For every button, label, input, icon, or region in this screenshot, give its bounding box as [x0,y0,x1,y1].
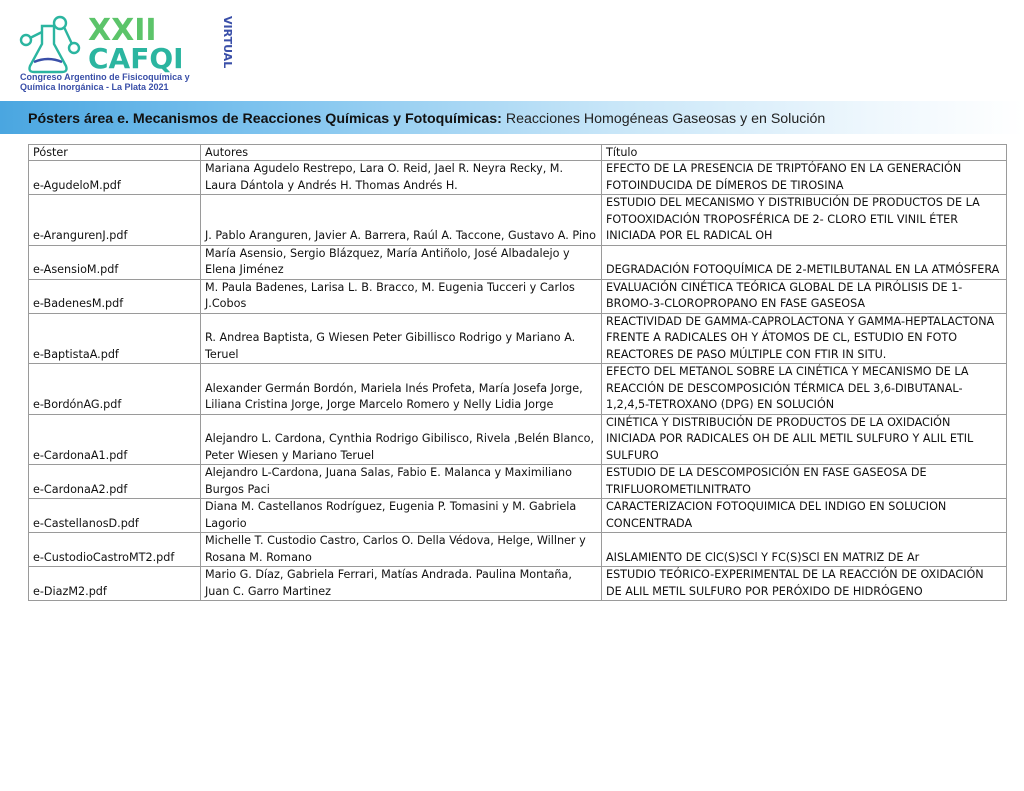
table-row [29,567,1007,601]
header-title: Título [602,145,1007,161]
poster-title: ESTUDIO DEL MECANISMO Y DISTRIBUCIÓN DE PRODUCTOS DE LA FOTOOXIDACIÓN TROPOSFÉRICA DE 2- CLORO ETIL VINIL ÉTER INICIADA POR EL RADICAL OH [602,195,1007,246]
poster-file-link[interactable]: e-AgudeloM.pdf [29,161,201,195]
poster-authors: R. Andrea Baptista, G Wiesen Peter Gibillisco Rodrigo y Mariano A. Teruel [201,313,602,364]
poster-title: AISLAMIENTO DE ClC(S)SCl Y FC(S)SCl EN MATRIZ DE Ar [602,533,1007,567]
table-row [29,499,1007,533]
poster-title: CINÉTICA Y DISTRIBUCIÓN DE PRODUCTOS DE LA OXIDACIÓN INICIADA POR RADICALES OH DE ALIL METIL SULFURO Y ALIL ETIL SULFURO [602,414,1007,465]
poster-authors: Mariana Agudelo Restrepo, Lara O. Reid, Jael R. Neyra Recky, M. Laura Dántola y Andrés H. Thomas Andrés H. [201,161,602,195]
table-row [29,414,1007,465]
poster-authors: J. Pablo Aranguren, Javier A. Barrera, Raúl A. Taccone, Gustavo A. Pino [201,195,602,246]
banner-title: Pósters área e. Mecanismos de Reacciones Químicas y Fotoquímicas: [28,111,502,127]
table-row [29,279,1007,313]
poster-title: REACTIVIDAD DE GAMMA-CAPROLACTONA Y GAMMA-HEPTALACTONA FRENTE A RADICALES OH Y ÁTOMOS DE CL, ESTUDIO EN FOTO REACTORES DE PASO MÚLTIPLE CON FTIR IN SITU. [602,313,1007,364]
poster-title: EFECTO DE LA PRESENCIA DE TRIPTÓFANO EN LA GENERACIÓN FOTOINDUCIDA DE DÍMEROS DE TIROSINA [602,161,1007,195]
poster-authors: Diana M. Castellanos Rodríguez, Eugenia P. Tomasini y M. Gabriela Lagorio [201,499,602,533]
poster-file-link[interactable]: e-BordónAG.pdf [29,364,201,415]
table-row [29,161,1007,195]
table-row [29,364,1007,415]
poster-authors: Alejandro L-Cardona, Juana Salas, Fabio E. Malanca y Maximiliano Burgos Paci [201,465,602,499]
logo-subtitle [20,72,240,92]
poster-authors: Michelle T. Custodio Castro, Carlos O. Della Védova, Helge, Willner y Rosana M. Romano [201,533,602,567]
poster-authors: Alejandro L. Cardona, Cynthia Rodrigo Gibilisco, Rivela ,Belén Blanco, Peter Wiesen y Mariano Teruel [201,414,602,465]
table-row [29,313,1007,364]
posters-table [28,144,1007,601]
poster-file-link[interactable]: e-ArangurenJ.pdf [29,195,201,246]
poster-title: ESTUDIO DE LA DESCOMPOSICIÓN EN FASE GASEOSA DE TRIFLUOROMETILNITRATO [602,465,1007,499]
poster-authors: M. Paula Badenes, Larisa L. B. Bracco, M. Eugenia Tucceri y Carlos J.Cobos [201,279,602,313]
poster-authors: Alexander Germán Bordón, Mariela Inés Profeta, María Josefa Jorge, Liliana Cristina Jorge, Jorge Marcelo Romero y Nelly Lidia Jorge [201,364,602,415]
header-authors: Autores [201,145,602,161]
poster-file-link[interactable]: e-BadenesM.pdf [29,279,201,313]
table-row [29,245,1007,279]
poster-title: EVALUACIÓN CINÉTICA TEÓRICA GLOBAL DE LA PIRÓLISIS DE 1-BROMO-3-CLOROPROPANO EN FASE GASEOSA [602,279,1007,313]
logo-acronym: CAFQI [88,42,184,75]
table-row [29,465,1007,499]
logo-edition: XXII [88,13,157,48]
header-poster: Póster [29,145,201,161]
table-row [29,195,1007,246]
poster-file-link[interactable]: e-CastellanosD.pdf [29,499,201,533]
logo-subtitle-line1: Congreso Argentino de Fisicoquímica y [20,72,190,82]
flask-molecule-icon [21,17,79,72]
banner-heading [28,111,825,127]
table-header-row [29,145,1007,161]
poster-file-link[interactable]: e-BaptistaA.pdf [29,313,201,364]
poster-authors: María Asensio, Sergio Blázquez, María Antiñolo, José Albadalejo y Elena Jiménez [201,245,602,279]
poster-file-link[interactable]: e-CardonaA1.pdf [29,414,201,465]
poster-title: CARACTERIZACION FOTOQUIMICA DEL INDIGO EN SOLUCION CONCENTRADA [602,499,1007,533]
poster-authors: Mario G. Díaz, Gabriela Ferrari, Matías Andrada. Paulina Montaña, Juan C. Garro Martinez [201,567,602,601]
logo-subtitle-line2: Química Inorgánica - La Plata 2021 [20,82,169,92]
table-row [29,533,1007,567]
poster-title: EFECTO DEL METANOL SOBRE LA CINÉTICA Y MECANISMO DE LA REACCIÓN DE DESCOMPOSICIÓN TÉRMICA DEL 3,6-DIBUTANAL-1,2,4,5-TETROXANO (DPG) EN SOLUCIÓN [602,364,1007,415]
poster-file-link[interactable]: e-DiazM2.pdf [29,567,201,601]
poster-file-link[interactable]: e-CardonaA2.pdf [29,465,201,499]
poster-file-link[interactable]: e-CustodioCastroMT2.pdf [29,533,201,567]
poster-title: DEGRADACIÓN FOTOQUÍMICA DE 2-METILBUTANAL EN LA ATMÓSFERA [602,245,1007,279]
banner-subtitle: Reacciones Homogéneas Gaseosas y en Solución [501,111,826,127]
logo-virtual: VIRTUAL [221,16,234,69]
poster-title: ESTUDIO TEÓRICO-EXPERIMENTAL DE LA REACCIÓN DE OXIDACIÓN DE ALIL METIL SULFURO POR PERÓXIDO DE HIDRÓGENO [602,567,1007,601]
poster-file-link[interactable]: e-AsensioM.pdf [29,245,201,279]
